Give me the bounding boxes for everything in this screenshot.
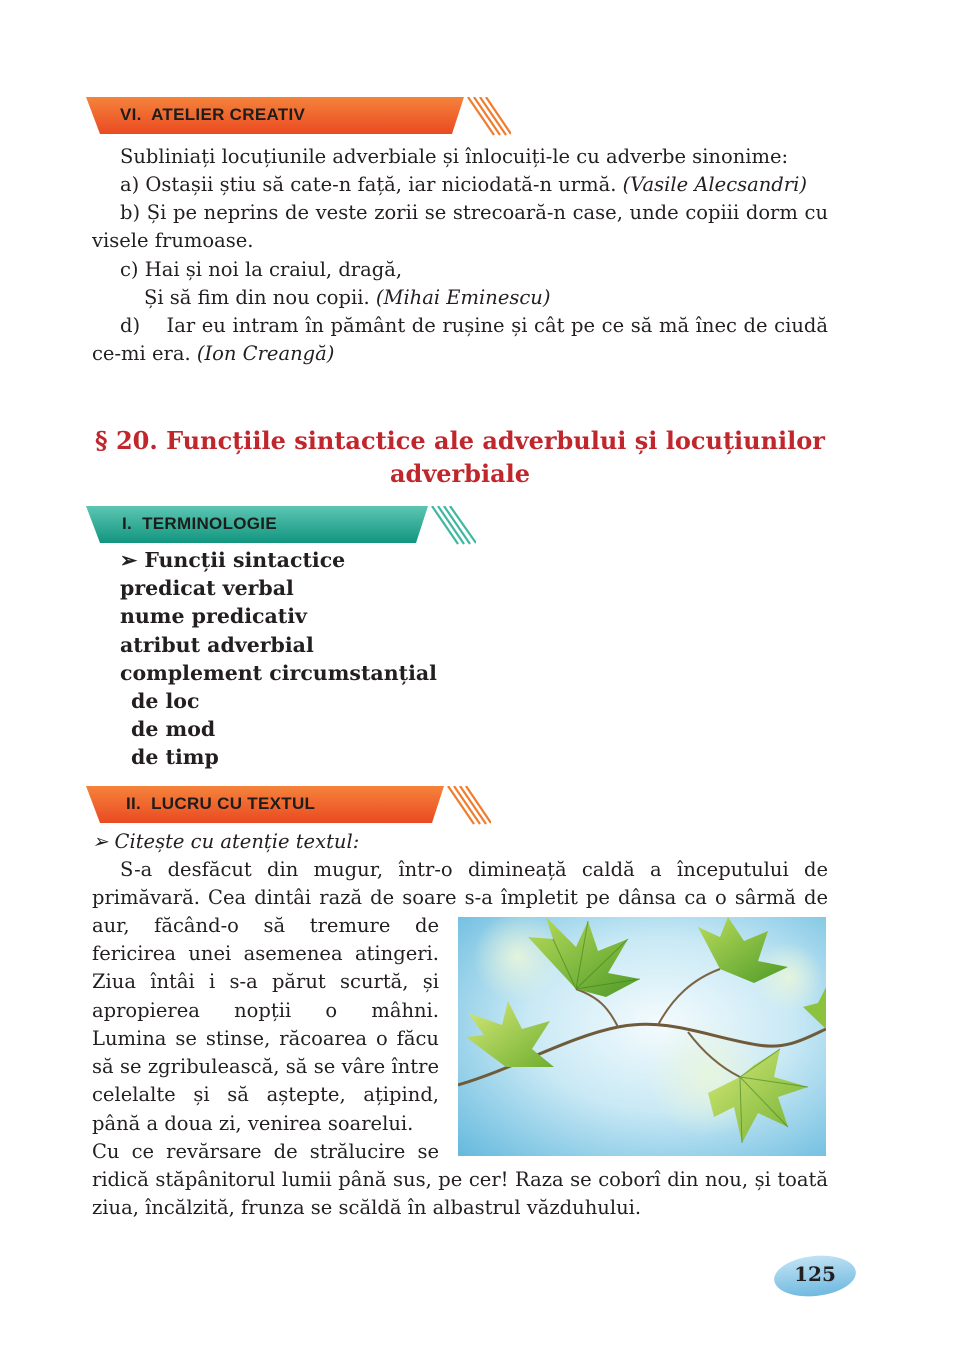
exercise-item-d-source: (Ion Creangă) [196, 342, 335, 365]
lesson-title-line1: § 20. Funcțiile sintactice ale adverbului și locuțiunilor [95, 426, 825, 455]
exercise-item-c-text: Și să fim din nou copii. [144, 286, 376, 309]
exercise-item-d-line1: d) Iar eu intram în pământ de rușine și cât pe ce să mă înec de ciudă [120, 314, 828, 337]
page-number-badge [773, 1251, 857, 1297]
exercise-instruction: Subliniați locuțiunile adverbiale și înlocuiți-le cu adverbe sinonime: [120, 145, 789, 168]
text-line: Lumina se stinse, răcoarea o făcu [92, 1027, 439, 1050]
section-vi-banner [86, 97, 511, 133]
term-subitem: de loc [131, 689, 200, 713]
exercise-item-c-source: (Mihai Eminescu) [375, 286, 551, 309]
exercise-item-d-line2 [92, 340, 828, 368]
text-line: apropierea nopții o mâhni. [92, 999, 439, 1022]
text-line: Ziua întâi i s-a părut scurtă, și [92, 970, 439, 993]
term-item: nume predicativ [120, 604, 307, 628]
term-subitem: de mod [131, 717, 216, 741]
lesson-title-line2: adverbiale [389, 459, 531, 488]
section-ii-label: II. LUCRU CU TEXTUL [126, 794, 316, 813]
section-vi-label: VI. ATELIER CREATIV [120, 105, 306, 124]
text-line: ridică stăpânitorul lumii până sus, pe cer! Raza se coborî din nou, și toată [92, 1168, 828, 1191]
text-line: să se zgribulească, să se vâre între [92, 1055, 439, 1078]
exercise-item-b-line2: visele frumoase. [92, 229, 254, 252]
exercise-item-d-text: ce-mi era. [92, 342, 197, 365]
term-item: complement circumstanțial [120, 661, 437, 685]
term-heading: ➢ Funcții sintactice [120, 548, 346, 572]
text-line: ziua, încălzită, frunza se scăldă în albastrul văzduhului. [92, 1196, 642, 1219]
text-line: S-a desfăcut din mugur, într-o dimineață caldă a începutului de [120, 858, 828, 881]
text-line: fericirea unei asemenea atingeri. [92, 942, 439, 965]
term-subitem: de timp [131, 745, 219, 769]
text-line: aur, făcând-o să tremure de [92, 914, 439, 937]
exercise-item-b-line1: b) Și pe neprins de veste zorii se strecoară-n case, unde copiii dorm cu [120, 201, 828, 224]
text-line: până a doua zi, venirea soarelui. [92, 1112, 414, 1135]
text-line: primăvară. Cea dintâi rază de soare s-a împletit pe dânsa ca o sârmă de [92, 886, 828, 909]
section-ii-banner [86, 786, 491, 822]
exercise-item-a-text: a) Ostașii știu să cate-n față, iar niciodată-n urmă. [120, 173, 623, 196]
page-number: 125 [794, 1262, 836, 1286]
text-line: Cu ce revărsare de strălucire se [92, 1140, 439, 1163]
term-item: predicat verbal [120, 576, 294, 600]
exercise-item-c-line1: c) Hai și noi la craiul, dragă, [120, 258, 403, 281]
text-line: celelalte și să aștepte, ațipind, [92, 1083, 439, 1106]
exercise-item-a [92, 171, 828, 199]
maple-leaf-image [458, 917, 826, 1156]
term-item: atribut adverbial [120, 633, 314, 657]
exercise-item-c-line2 [92, 284, 828, 312]
maple-leaf-illustration [458, 917, 826, 1156]
section-i-banner [86, 506, 476, 542]
exercise-item-a-source: (Vasile Alecsandri) [622, 173, 807, 196]
reading-instruction: ➢ Citește cu atenție textul: [92, 830, 360, 853]
section-i-label: I. TERMINOLOGIE [122, 514, 277, 533]
